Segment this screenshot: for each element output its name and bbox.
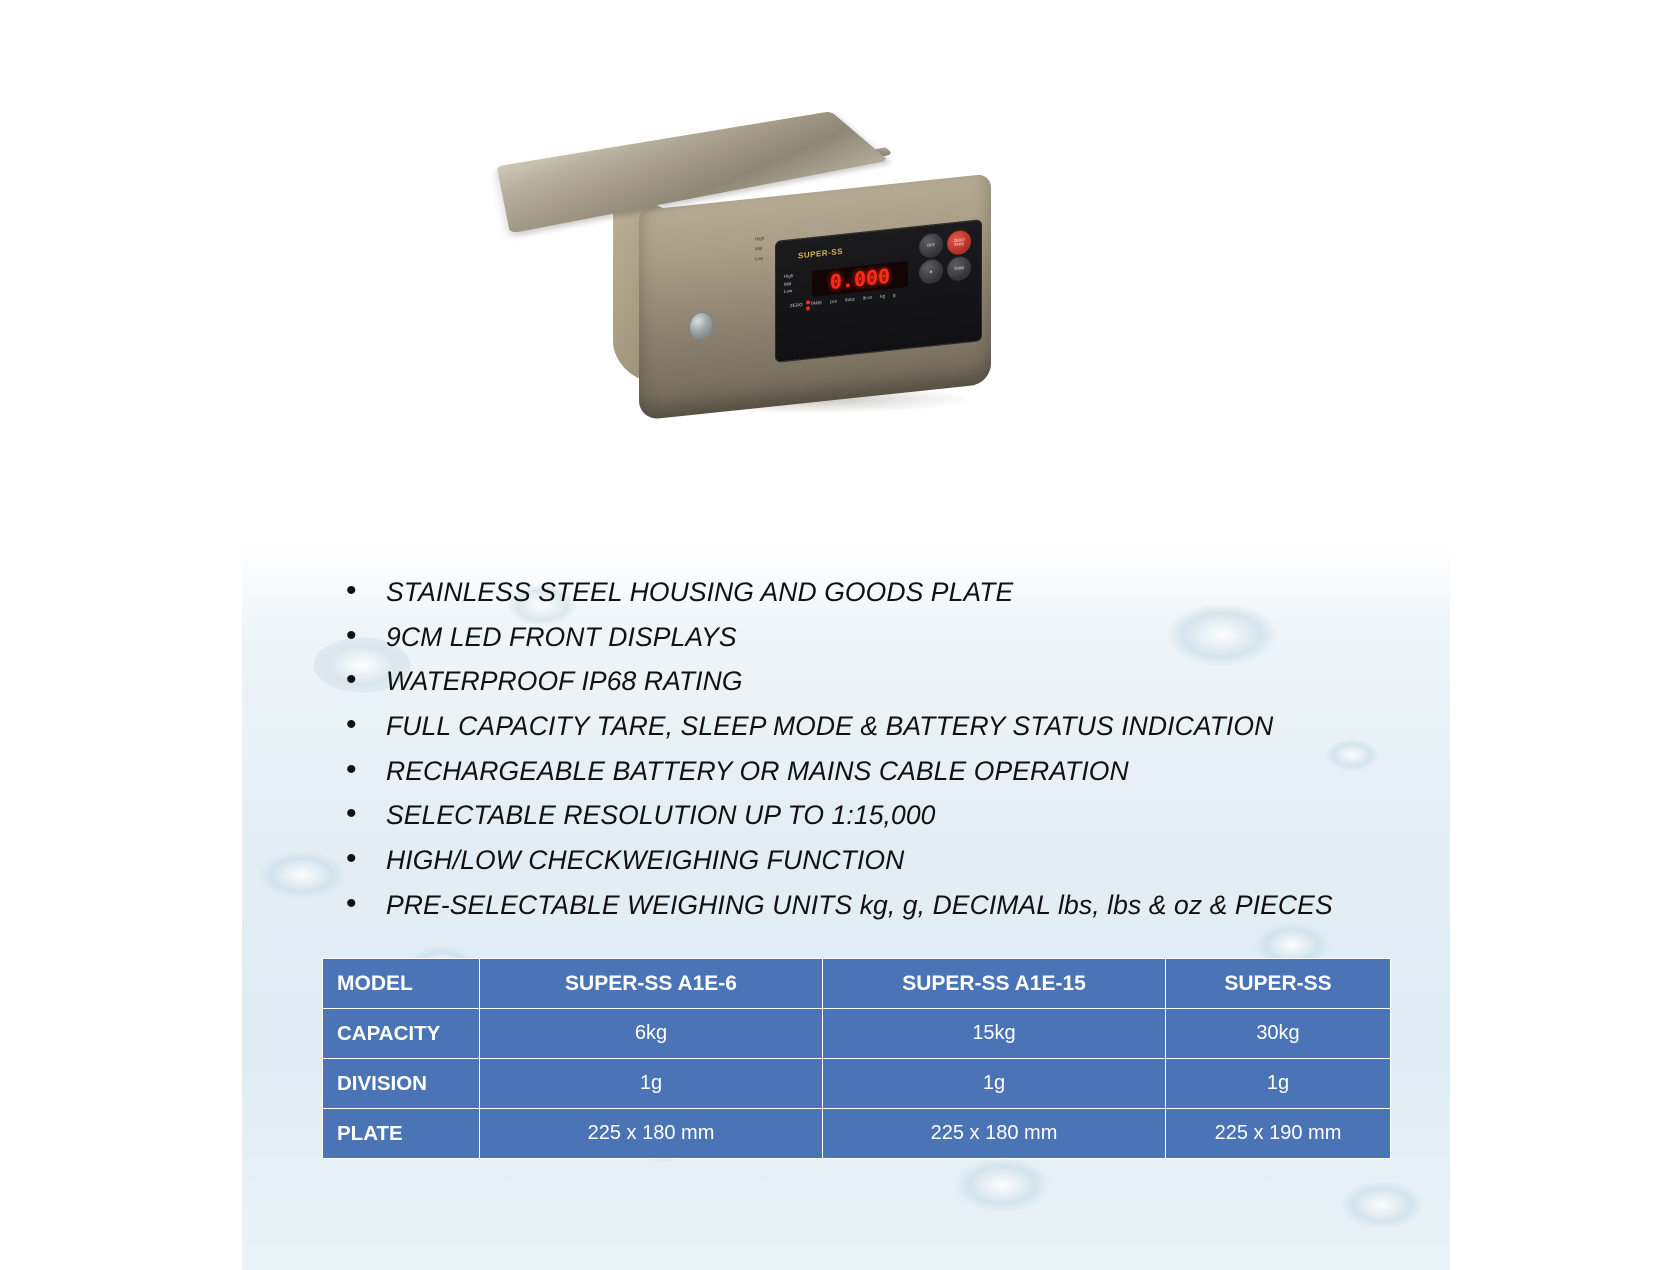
list-item: • PRE-SELECTABLE WEIGHING UNITS kg, g, DECIMAL lbs, lbs & oz & PIECES [330,886,1360,925]
features-section [242,545,1450,1270]
feature-list [330,573,1360,931]
side-label-mid: Mid [755,245,763,252]
keypad [915,229,973,301]
list-item: • RECHARGEABLE BATTERY OR MAINS CABLE OPERATION [330,752,1360,791]
cell-division-1: 1g [480,1059,823,1109]
list-item: • SELECTABLE RESOLUTION UP TO 1:15,000 [330,796,1360,835]
table-row [323,1059,1391,1109]
control-panel [775,219,982,363]
side-label-low: Low [755,255,764,262]
cell-model-2: SUPER-SS A1E-15 [823,959,1166,1009]
list-item: • HIGH/LOW CHECKWEIGHING FUNCTION [330,841,1360,880]
cell-model-1: SUPER-SS A1E-6 [480,959,823,1009]
annunciator-pcs: pcs [830,298,838,305]
weighing-plate [515,62,915,212]
off-key[interactable]: OFF [919,232,943,259]
list-item: • FULL CAPACITY TARE, SLEEP MODE & BATTERY STATUS INDICATION [330,707,1360,746]
checkweigh-side-labels [755,236,764,262]
cell-division-2: 1g [823,1059,1166,1109]
annunciator-lboz-decimal: lb/oz [845,296,855,303]
panel-indicator-labels [784,274,793,294]
cell-plate-2: 225 x 180 mm [823,1109,1166,1159]
annunciator-kg: kg [880,293,885,299]
specification-table [322,958,1391,1159]
table-row [323,1009,1391,1059]
row-label-capacity: CAPACITY [323,1009,480,1059]
led-value: 0.000 [829,263,891,295]
annunciator-tare: TARE [810,299,823,307]
annunciator-zero: ZERO [790,301,803,309]
row-label-division: DIVISION [323,1059,480,1109]
row-label-model: MODEL [323,959,480,1009]
list-item: • STAINLESS STEEL HOUSING AND GOODS PLATE [330,573,1360,612]
cell-capacity-1: 6kg [480,1009,823,1059]
row-label-plate: PLATE [323,1109,480,1159]
product-photo-area [242,0,1450,545]
annunciator-g: g [893,292,896,298]
weighing-scale-illustration [467,40,1027,440]
indicator-high: High [784,272,794,279]
cell-capacity-3: 30kg [1166,1009,1391,1059]
annunciator-lboz: lb:oz [862,294,873,301]
list-item: • WATERPROOF IP68 RATING [330,662,1360,701]
side-label-high: High [755,235,765,242]
zero-tare-key[interactable]: ZERO TARE [947,229,971,256]
indicator-mid: Mid [784,280,792,287]
document-content [242,0,1450,1270]
indicator-low: Low [784,288,793,294]
cell-model-3: SUPER-SS [1166,959,1391,1009]
list-item: • 9CM LED FRONT DISPLAYS [330,618,1360,657]
up-key[interactable]: ▲ [919,258,943,285]
cell-division-3: 1g [1166,1059,1391,1109]
table-row [323,1109,1391,1159]
brand-logo: SUPER-SS [798,246,843,261]
cell-plate-3: 225 x 190 mm [1166,1109,1391,1159]
tare-key[interactable]: TARE [947,255,971,282]
cell-plate-1: 225 x 180 mm [480,1109,823,1159]
table-row [323,959,1391,1009]
cell-capacity-2: 15kg [823,1009,1166,1059]
